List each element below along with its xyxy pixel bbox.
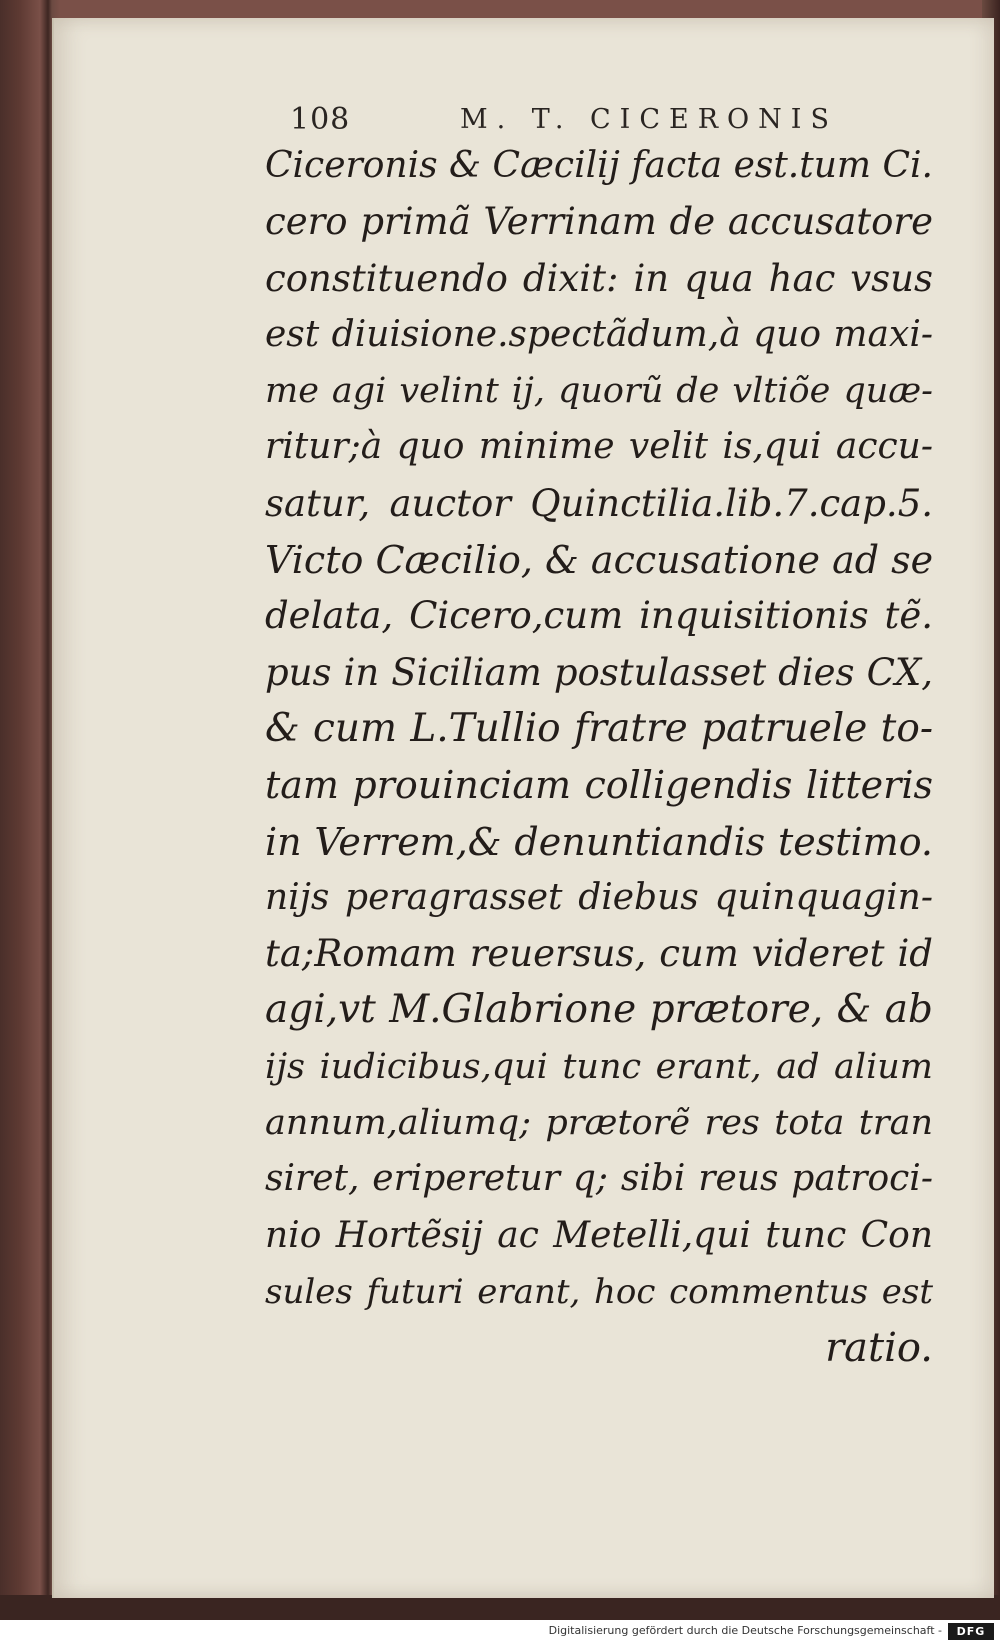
text-line: est diuisione.spectãdum,à quo maxi- bbox=[265, 313, 933, 355]
text-line: pus in Siciliam postulasset dies CX, bbox=[265, 650, 933, 694]
running-head: M. T. CICERONIS bbox=[460, 104, 838, 135]
text-line: constituendo dixit: in qua hac vsus bbox=[265, 256, 933, 300]
text-line: annum,aliumq; prætorẽ res tota tran bbox=[265, 1103, 933, 1144]
dfg-logo: DFG bbox=[948, 1623, 994, 1640]
text-line: in Verrem,& denuntiandis testimo. bbox=[265, 819, 933, 864]
text-line: siret, eriperetur q; sibi reus patroci- bbox=[265, 1158, 933, 1200]
text-line: nijs peragrasset diebus quinquagin- bbox=[265, 876, 933, 918]
text-line: Victo Cæcilio, & accusatione ad se bbox=[265, 538, 934, 583]
text-line: agi,vt M.Glabrione prætore, & ab bbox=[265, 987, 933, 1033]
text-line: delata, Cicero,cum inquisitionis tẽ. bbox=[265, 594, 933, 638]
funding-credit: Digitalisierung gefördert durch die Deutsche Forschungsgemeinschaft - bbox=[548, 1624, 942, 1637]
text-line: satur, auctor Quinctilia.lib.7.cap.5. bbox=[265, 481, 933, 525]
scan-bottom-edge bbox=[0, 1595, 1000, 1620]
catchword: ratio. bbox=[825, 1325, 933, 1372]
text-line: cero primã Verrinam de accusatore bbox=[265, 200, 933, 244]
page-header bbox=[290, 102, 930, 138]
text-line: ijs iudicibus,qui tunc erant, ad alium bbox=[265, 1046, 933, 1087]
body-text bbox=[265, 138, 933, 1377]
text-line: ta;Romam reuersus, cum videret id bbox=[265, 932, 933, 976]
text-line: sules futuri erant, hoc commentus est bbox=[265, 1271, 933, 1312]
text-line: me agi velint ij, quorũ de vltiõe quæ- bbox=[265, 371, 933, 412]
page-number: 108 bbox=[290, 102, 351, 137]
text-line: Ciceronis & Cæcilij facta est.tum Ci. bbox=[265, 145, 933, 186]
digitization-footer bbox=[0, 1620, 1000, 1645]
text-line: tam prouinciam colligendis litteris bbox=[265, 763, 933, 808]
text-line: ritur;à quo minime velit is,qui accu- bbox=[265, 426, 933, 468]
text-line: nio Hortẽsij ac Metelli,qui tunc Con bbox=[265, 1214, 933, 1256]
text-line: & cum L.Tullio fratre patruele to- bbox=[265, 705, 933, 751]
